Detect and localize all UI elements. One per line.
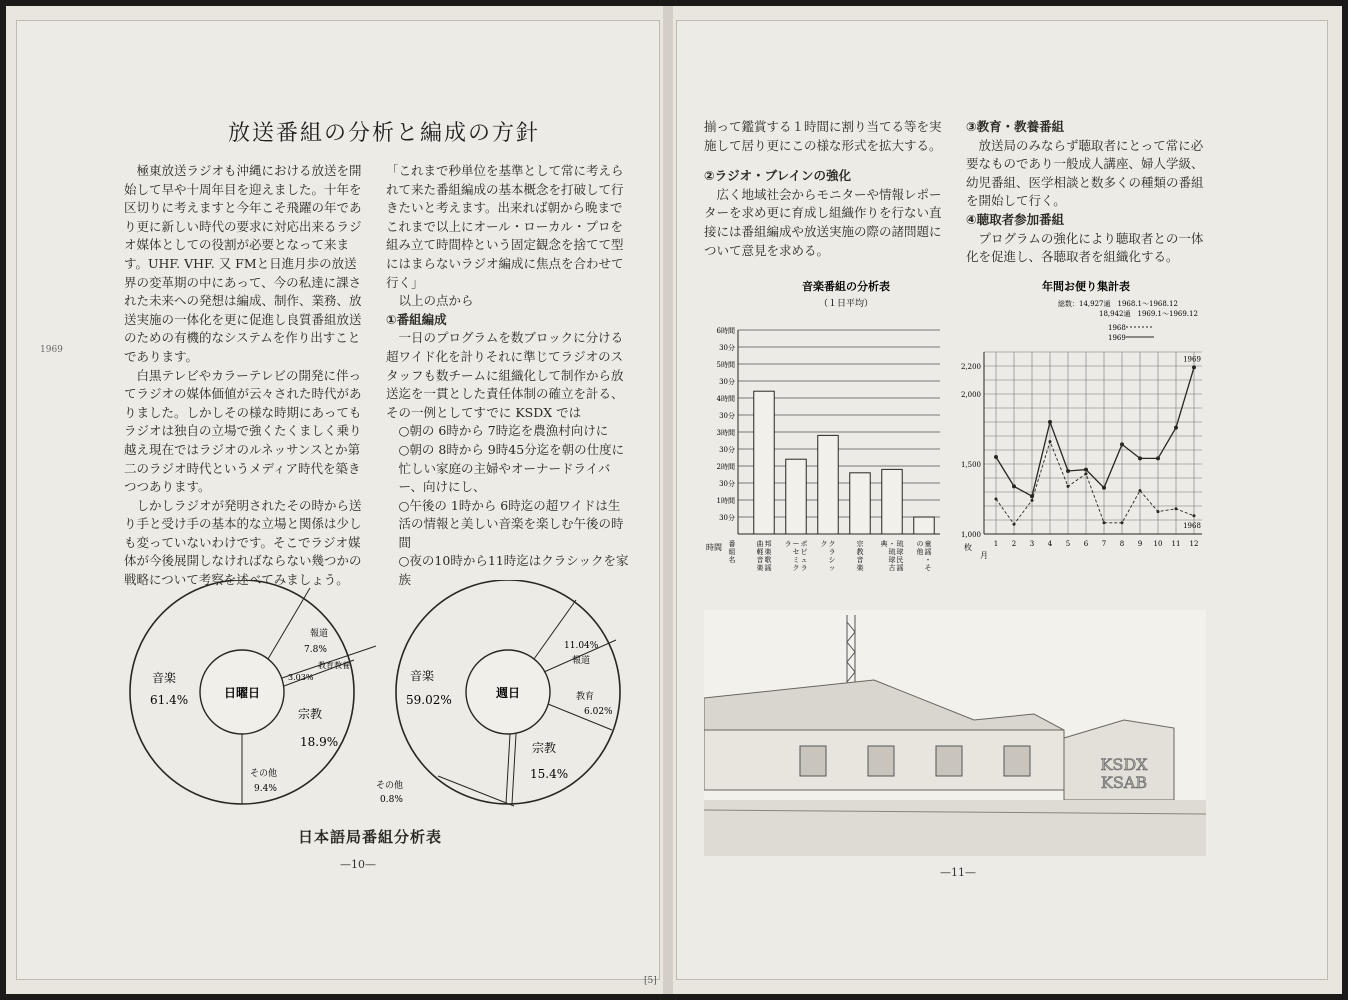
bar-y-tick: 3時間 (716, 429, 735, 437)
bar (914, 517, 934, 534)
bar-y-tick: 5時間 (716, 361, 735, 369)
quote-paragraph: 「これまで秒単位を基準として常に考えられて来た番組編成の基本概念を打破して行きたいと考えます。出来れば朝から晩までこれまで以上にオール・ローカル・プロを組み立て時間枠という固定観念を捨てて型にはまらないラジオ編成に焦点を合わせて行く」 (386, 163, 624, 290)
bar (754, 391, 774, 534)
line-x-tick: 4 (1047, 540, 1053, 548)
bar-x-label: 童謡・そ (924, 540, 932, 572)
pie-sunday-center-label: 日曜日 (223, 686, 261, 700)
pie-weekday-center-label: 週日 (495, 686, 521, 700)
paragraph: 極東放送ラジオも沖縄における放送を開始して早や十周年目を迎えました。十年を区切りに考えますと今年こそ飛躍の年であり更に新しい時代の要求に対応出来るラジオ媒体としての役割が必要となって来ます。UHF. VHF. 又 FMと日進月歩の放送界の変革期の中にあって、今の私達に課された未来への発想は編成、制作、業務、放送実施の一体化を更に促進し良質番組放送のための有機的なシステムを作り出すことであります。 (124, 163, 362, 364)
series-end-label: 1969 (1183, 355, 1201, 364)
series-line-1968 (996, 442, 1194, 525)
line-x-tick: 5 (1065, 540, 1071, 548)
data-point-1969 (1048, 420, 1052, 424)
paragraph: プログラムの強化により聴取者との一体化を促進し、各聴取者を組織化する。 (966, 230, 1204, 265)
pie-divider (506, 734, 510, 804)
bar-y-tick: 2時間 (716, 463, 735, 471)
bullet-item: ○朝の 8時から 9時45分迄を朝の仕度に忙しい家庭の主婦やオーナードライバー、向けにし、 (398, 441, 625, 495)
data-point-1968 (1067, 485, 1070, 488)
data-point-1969 (994, 455, 998, 459)
slice-label: 教育教養 (318, 661, 350, 670)
totals-line: 18,942通 1969.1～1969.12 (1099, 310, 1198, 318)
bar-chart-title: 音楽番組の分析表 (802, 280, 890, 293)
page-number-left: —10— (340, 858, 376, 871)
line-x-tick: 7 (1101, 540, 1107, 548)
paragraph: 白黒テレビやカラーテレビの開発に伴ってラジオの媒体価値が云々された時代がありました。しかしその様な時期にあってもラジオは独自の立場で強くたくましく乗り越え現在ではラジオのルネッサンスとか第二のラジオ時代というメディア時代を築きつつあります。 (124, 367, 362, 495)
bar-x-label: 宗教音楽 (856, 540, 864, 572)
bar-x-label: 邦楽歌謡 (764, 540, 772, 572)
data-point-1969 (1012, 484, 1016, 488)
bar-y-tick: 30分 (719, 412, 735, 420)
data-point-1968 (1085, 472, 1088, 475)
pie-sunday (130, 580, 376, 804)
line-y-tick: 2,200 (960, 363, 981, 371)
page-number-right: —11— (940, 866, 976, 879)
data-point-1968 (1139, 489, 1142, 492)
article-column-4 (966, 118, 1210, 267)
line-x-tick: 3 (1029, 540, 1035, 548)
data-point-1968 (1193, 514, 1196, 517)
paragraph: しかしラジオが発明されたその時から送り手と受け手の基本的な立場と関係は少しも変っていないわけです。そこでラジオ媒体が今後展開しなければならない幾つかの戦略について考察を述べてみましょう。 (124, 497, 362, 588)
spacer (704, 155, 948, 167)
data-point-1969 (1192, 365, 1196, 369)
slice-label: 教育 (576, 692, 595, 702)
bullet-item: ○夜の10時から11時迄はクラシックを家族 (398, 553, 629, 588)
bar-y-tick: 4時間 (716, 395, 735, 403)
bullet-item: ○朝の 6時から 7時迄を農漁村向けに (398, 423, 609, 439)
data-point-1969 (1066, 469, 1070, 473)
bar-x-label: クラシッ (828, 540, 836, 572)
slice-value: 11.04% (564, 641, 599, 651)
article-column-1 (124, 162, 368, 590)
line-x-axis-label: 月 (980, 551, 988, 560)
paragraph: 広く地域社会からモニターや情報レポーターを求め更に育成し組織作りを行ない直接には番組編成や放送実施の際の諸問題について意見を求める。 (704, 186, 942, 258)
letters-line-chart (950, 278, 1212, 568)
bar-x-label: ーセミク (792, 540, 800, 572)
bullet-item: ○午後の 1時から 6時迄の超ワイドは生活の情報と美しい音楽を楽しむ午後の時間 (398, 497, 624, 550)
slice-value: 9.4% (254, 784, 277, 794)
bar (850, 473, 870, 534)
window (936, 746, 962, 776)
building-illustration (704, 610, 1206, 856)
bar (818, 435, 838, 534)
line-y-axis-label: 枚 (964, 543, 972, 552)
data-point-1969 (1102, 486, 1106, 490)
line-x-tick: 9 (1137, 540, 1143, 548)
margin-note: 1969 (40, 345, 63, 355)
section-heading: ①番組編成 (386, 311, 447, 327)
legend-1968-label: 1968 (1108, 324, 1126, 332)
pie-divider (512, 734, 516, 804)
slice-label: 報道 (572, 656, 591, 666)
slice-value: 3.03% (288, 673, 314, 682)
page-title: 放送番組の分析と編成の方針 (228, 121, 541, 146)
data-point-1968 (1031, 499, 1034, 502)
totals-line: 総数：14,927通 1968.1～1968.12 (1058, 300, 1178, 308)
bar (882, 469, 902, 534)
bar (786, 459, 806, 534)
section-heading: ④聴取者参加番組 (966, 211, 1065, 227)
line-x-tick: 12 (1189, 540, 1199, 548)
slice-value: 15.4% (530, 767, 569, 781)
section-heading: ②ラジオ・ブレインの強化 (704, 168, 851, 184)
music-bar-chart (700, 278, 950, 602)
bar-x-label: ラ (784, 540, 792, 548)
bar-y-tick: 6時間 (716, 327, 735, 335)
data-point-1968 (1157, 510, 1160, 513)
bar-y-tick: 30分 (719, 480, 735, 488)
window (800, 746, 826, 776)
bar-y-tick: 30分 (719, 378, 735, 386)
line-x-tick: 6 (1083, 540, 1089, 548)
data-point-1969 (1138, 456, 1142, 460)
slice-value: 6.02% (584, 707, 613, 717)
data-point-1969 (1084, 468, 1088, 472)
bar-y-tick: 30分 (719, 514, 735, 522)
bar-chart-subtitle: （１日平均） (818, 299, 874, 309)
paragraph: 揃って鑑賞する１時間に割り当てる等を実施して居り更にこの様な形式を拡大する。 (704, 119, 942, 153)
data-point-1968 (1175, 507, 1178, 510)
bar-x-label: 典 (880, 540, 888, 548)
slice-label: 報道 (310, 629, 329, 639)
bar-x-label: ク (820, 540, 828, 548)
slice-label: 音楽 (410, 669, 435, 683)
slice-value: 0.8% (380, 795, 403, 805)
bar-y-tick: 1時間 (716, 497, 735, 505)
article-column-3 (704, 118, 948, 260)
slice-label: その他 (376, 781, 404, 791)
data-point-1968 (1013, 523, 1016, 526)
slice-label: 宗教 (532, 741, 557, 755)
slice-label: 音楽 (152, 671, 177, 685)
page-gutter (663, 6, 673, 994)
line-x-tick: 1 (993, 540, 999, 548)
station-sign: KSDX (1100, 755, 1148, 774)
slice-label: その他 (250, 769, 278, 779)
line-chart-title: 年間お便り集計表 (1042, 280, 1130, 293)
station-sign: KSAB (1100, 773, 1148, 792)
section-heading: ③教育・教養番組 (966, 119, 1065, 134)
legend-1969-label: 1969 (1108, 334, 1126, 342)
lead-text: 以上の点から (398, 293, 474, 309)
line-y-tick: 1,000 (960, 531, 981, 539)
data-point-1968 (1049, 440, 1052, 443)
pie-weekday (376, 580, 620, 806)
slice-value: 18.9% (300, 735, 339, 749)
data-point-1969 (1120, 442, 1124, 446)
slice-value: 59.02% (406, 693, 452, 707)
slice-value: 61.4% (150, 693, 189, 707)
bar-x-label: 曲軽音楽 (756, 540, 764, 572)
slice-label: 宗教 (298, 707, 323, 721)
bar-x-label: ポピュラ (800, 540, 808, 572)
paragraph: 放送局のみならず聴取者にとって常に必要なものであり一般成人講座、婦人学級、幼児番組、医学相談と数多くの種類の番組を開始して行く。 (966, 137, 1204, 209)
bottom-note: [5] (644, 976, 657, 986)
line-y-tick: 1,500 (960, 461, 981, 469)
bar-y-axis-label: 時間 (706, 543, 722, 552)
line-x-tick: 10 (1153, 540, 1163, 548)
pointer-line (438, 776, 514, 806)
data-point-1969 (1174, 426, 1178, 430)
bar-y-tick: 30分 (719, 446, 735, 454)
bar-y-tick: 30分 (719, 344, 735, 352)
data-point-1969 (1156, 456, 1160, 460)
slice-value: 7.8% (304, 645, 327, 655)
series-end-label: 1968 (1183, 521, 1201, 530)
chart-caption: 日本語局番組分析表 (298, 828, 443, 846)
window (868, 746, 894, 776)
line-y-tick: 2,000 (960, 391, 981, 399)
line-legend (1108, 324, 1154, 342)
paragraph: 一日のプログラムを数ブロックに分ける超ワイド化を計りそれに準じてラジオのスタッフも数チームに組織化して制作から放送迄を一貫とした責任体制の確立を計る、その一例としてすでに KSDX では (386, 330, 624, 420)
bar-x-label: 琉球民謡 (896, 540, 904, 572)
data-point-1968 (995, 498, 998, 501)
article-column-2 (386, 162, 630, 590)
bar-x-label: ・琉球古 (888, 540, 896, 572)
station-building-photo (704, 610, 1206, 856)
line-x-tick: 8 (1119, 540, 1125, 548)
pie-charts (110, 580, 640, 820)
series-line-1969 (996, 367, 1194, 496)
window (1004, 746, 1030, 776)
line-x-tick: 11 (1171, 540, 1181, 548)
photo-ground (704, 800, 1206, 856)
line-x-tick: 2 (1011, 540, 1017, 548)
data-point-1968 (1103, 521, 1106, 524)
bar-x-label: の他 (916, 540, 924, 556)
data-point-1968 (1121, 521, 1124, 524)
bar-x-label: 番組名 (728, 540, 736, 564)
